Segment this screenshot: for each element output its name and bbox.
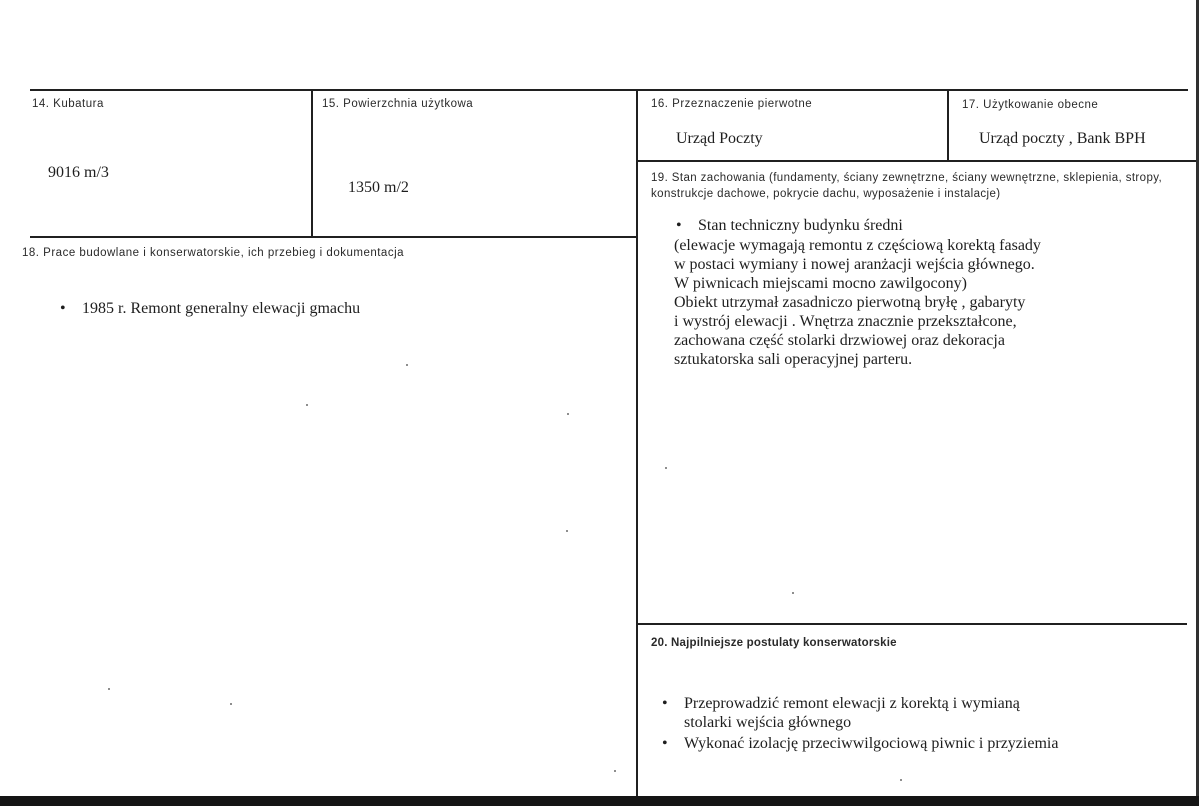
przeznaczenie-label: 16. Przeznaczenie pierwotne — [651, 98, 813, 110]
scan-speck — [792, 592, 794, 594]
divider-row-16-19 — [637, 160, 1197, 162]
scan-speck — [230, 703, 232, 705]
powierzchnia-value: 1350 m/2 — [348, 179, 409, 196]
prace-budowlane-label: 18. Prace budowlane i konserwatorskie, ich przebieg i dokumentacja — [22, 247, 405, 259]
postulaty-label: 20. Najpilniejsze postulaty konserwatorskie — [651, 637, 897, 649]
text-line: (elewacje wymagają remontu z częściową korektą fasady — [674, 237, 1041, 254]
list-item: • 1985 r. Remont generalny elewacji gmachu — [54, 299, 614, 318]
list-item: • Stan techniczny budynku średni — [670, 216, 1170, 235]
text-line: w postaci wymiany i nowej aranżacji wejścia głównego. — [674, 256, 1035, 273]
text-line: i wystrój elewacji . Wnętrza znacznie przekształcone, — [674, 313, 1017, 330]
kubatura-value: 9016 m/3 — [48, 164, 109, 181]
list-item: • Przeprowadzić remont elewacji z korektą i wymianą stolarki wejścia głównego — [656, 694, 1176, 732]
scan-speck — [566, 530, 568, 532]
text-line: Obiekt utrzymał zasadniczo pierwotną bryłę , gabaryty — [674, 294, 1026, 311]
stan-zachowania-text — [674, 236, 1041, 369]
scan-edge-bottom — [0, 796, 1199, 806]
list-item: • Wykonać izolację przeciwwilgociową piwnic i przyziemia — [656, 734, 1176, 753]
divider-row-15-18 — [30, 236, 637, 238]
scan-speck — [614, 770, 616, 772]
prace-budowlane-list — [54, 299, 614, 320]
top-border-line — [30, 89, 1188, 91]
scan-speck — [306, 404, 308, 406]
uzytkowanie-label: 17. Użytkowanie obecne — [962, 99, 1099, 111]
kubatura-label: 14. Kubatura — [32, 98, 104, 110]
przeznaczenie-value: Urząd Poczty — [676, 130, 763, 147]
scan-speck — [406, 364, 408, 366]
scan-speck — [108, 688, 110, 690]
divider-row-19-20 — [637, 623, 1187, 625]
powierzchnia-label: 15. Powierzchnia użytkowa — [322, 98, 474, 110]
scan-speck — [665, 467, 667, 469]
text-line: W piwnicach miejscami mocno zawilgocony) — [674, 275, 967, 292]
postulaty-list — [656, 694, 1176, 755]
text-line: zachowana część stolarki drzwiowej oraz dekoracja — [674, 332, 1005, 349]
uzytkowanie-value: Urząd poczty , Bank BPH — [979, 130, 1146, 147]
stan-zachowania-label: 19. Stan zachowania (fundamenty, ściany zewnętrzne, ściany wewnętrzne, sklepienia, stropy, konstrukcje dachowe, pokrycie dachu, wyposażenie i instalacje) — [651, 172, 1163, 200]
divider-16-17 — [947, 91, 949, 160]
scan-speck — [567, 413, 569, 415]
scan-speck — [900, 779, 902, 781]
divider-left-right — [636, 91, 638, 806]
stan-zachowania-bullet — [670, 216, 1170, 237]
text-line: sztukatorska sali operacyjnej parteru. — [674, 351, 913, 368]
divider-14-15 — [311, 91, 313, 236]
